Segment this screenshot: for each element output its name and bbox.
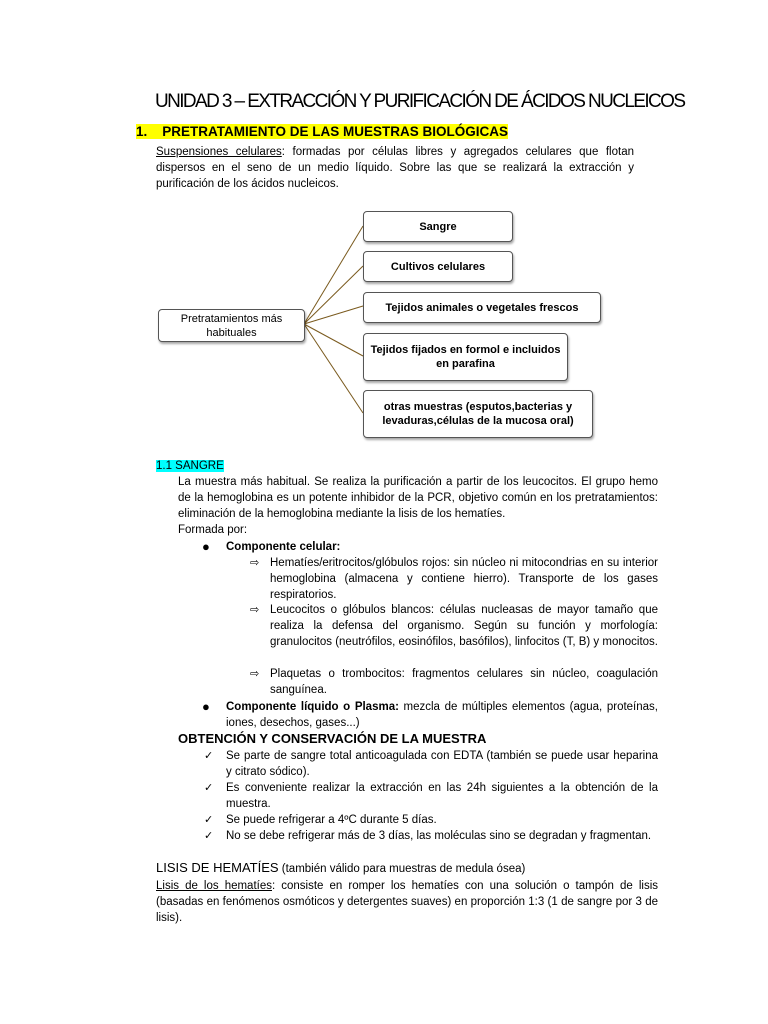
lisis-heading [156, 860, 525, 877]
page-title: UNIDAD 3 – EXTRACCIÓN Y PURIFICACIÓN DE ÁCIDOS NUCLEICOS [155, 91, 685, 112]
suspensiones-text: : formadas por células libres y agregados celulares que flotan dispersos en el seno de un medio líquido. Sobre las que se realizará la extracción y purificación de los ácidos nucleicos. [156, 146, 634, 190]
diagram-root-box [158, 309, 305, 342]
bullet-componente-liquido: ● [202, 699, 210, 714]
bullet-componente-celular: ● [202, 539, 210, 554]
diagram-root-label: Pretratamientos más habituales [180, 312, 283, 339]
componente-liquido-item [226, 699, 658, 731]
lisis-text: : consiste en romper los hematíes con una solución o tampón de lisis (basadas en fenómenos osmóticos y detergentes suaves) en proporción 1:3 (1 de sangre por 3 de lisis). [156, 880, 659, 924]
lisis-paragraph [156, 878, 658, 926]
arrow-icon: ⇨ [250, 557, 260, 569]
diagram-branch-sangre [363, 211, 513, 242]
lisis-heading-note: (también válido para muestras de medula ósea) [278, 863, 526, 875]
plaquetas-item: Plaquetas o trombocitos: fragmentos celulares sin núcleo, coagulación sanguínea. [270, 668, 658, 696]
componente-liquido-label: Componente líquido o Plasma: [226, 701, 399, 713]
lisis-heading-title: LISIS DE HEMATÍES [156, 860, 279, 875]
componente-liquido-text: mezcla de múltiples elementos (agua, proteínas, iones, desechos, gases...) [226, 701, 658, 729]
section-1-1-heading [156, 458, 224, 474]
diagram-branch-label: Sangre [419, 220, 457, 233]
diagram-branch-label: Cultivos celulares [390, 260, 486, 273]
check-icon: ✓ [204, 814, 214, 826]
diagram-branch-tejidos-frescos [363, 292, 601, 323]
diagram-branch-otras [363, 390, 593, 438]
sangre-intro-text: La muestra más habitual. Se realiza la purificación a partir de los leucocitos. El grupo hemo de la hemoglobina es un potente inhibidor de la PCR, objetivo común en los pretratamientos: eliminación de la hemoglobina mediante la lisis de los hematíes. [178, 476, 658, 520]
check-icon: ✓ [204, 830, 214, 842]
obtencion-item: Se puede refrigerar a 4ºC durante 5 días. [226, 814, 437, 826]
diagram-branch-label: Tejidos animales o vegetales frescos [385, 301, 579, 314]
obtencion-item: Se parte de sangre total anticoagulada con EDTA (también se puede usar heparina y citrato sódico). [226, 750, 658, 778]
sangre-intro [178, 474, 658, 538]
diagram-branch-cultivos [363, 251, 513, 282]
formada-por-label: Formada por: [178, 524, 248, 536]
section-1-number: 1. [136, 124, 148, 139]
diagram-branch-label: otras muestras (esputos,bacterias y levaduras,células de la mucosa oral) [382, 401, 574, 427]
arrow-icon: ⇨ [250, 604, 260, 616]
check-icon: ✓ [204, 750, 214, 762]
check-icon: ✓ [204, 782, 214, 794]
section-1-title: PRETRATAMIENTO DE LAS MUESTRAS BIOLÓGICAS [162, 124, 509, 139]
lisis-term: Lisis de los hematíes [156, 880, 272, 892]
section-1-1-label: 1.1 SANGRE [156, 460, 224, 472]
leucocitos-item: Leucocitos o glóbulos blancos: células nucleasas de mayor tamaño que realiza la defensa del organismo. Según su función y morfología: granulocitos (neutrófilos, eosinófilos, basófilos), linfocitos (T, B) y monocitos. [270, 604, 658, 648]
obtencion-item: Es conveniente realizar la extracción en las 24h siguientes a la obtención de la muestra. [226, 782, 658, 810]
componente-celular-label: Componente celular: [226, 541, 341, 553]
diagram-branch-label: Tejidos fijados en formol e incluidos en parafina [370, 344, 561, 370]
obtencion-item: No se debe refrigerar más de 3 días, las moléculas sino se degradan y fragmentan. [226, 830, 652, 842]
hematies-item: Hematíes/eritrocitos/glóbulos rojos: sin núcleo ni mitocondrias en su interior hemoglobina (almacena y contiene hierro). Transporte de los gases respiratorios. [270, 557, 658, 601]
arrow-icon: ⇨ [250, 668, 260, 680]
obtencion-heading: OBTENCIÓN Y CONSERVACIÓN DE LA MUESTRA [178, 731, 487, 746]
diagram-branch-tejidos-fijados [363, 333, 568, 381]
suspensiones-term: Suspensiones celulares [156, 146, 282, 158]
